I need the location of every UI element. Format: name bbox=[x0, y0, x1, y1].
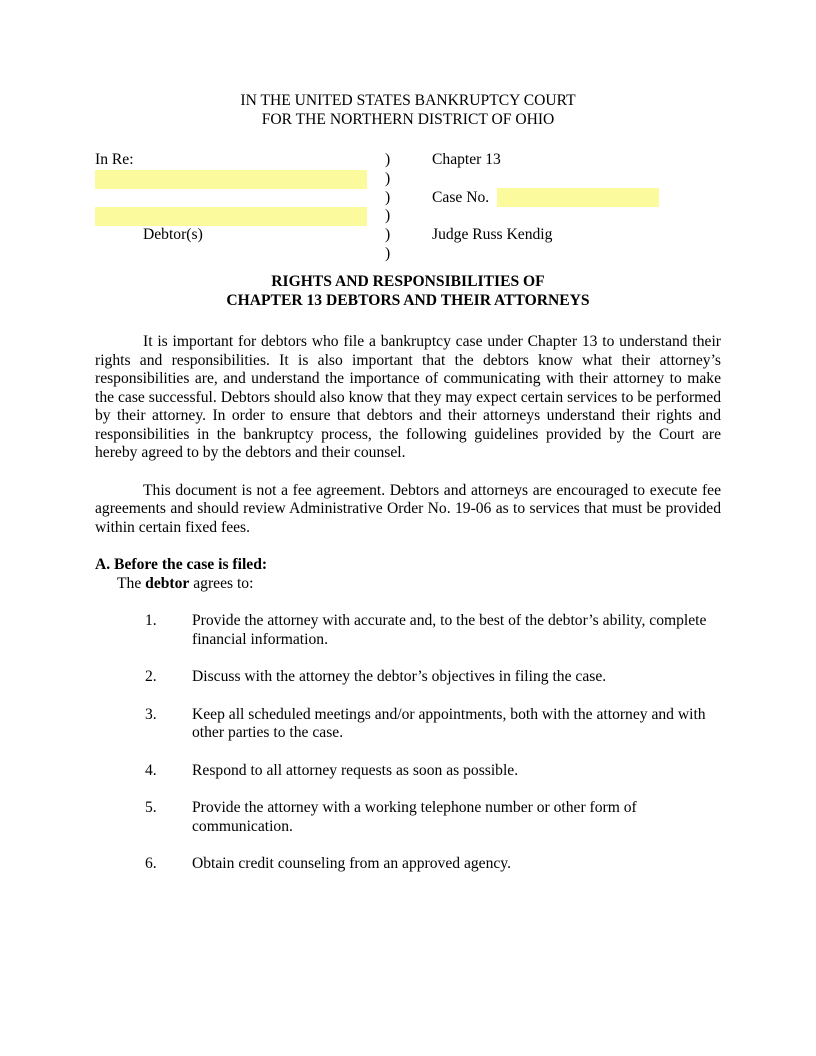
list-item-number: 5. bbox=[145, 799, 157, 817]
court-header bbox=[95, 91, 721, 129]
caption-paren: ) bbox=[385, 151, 391, 169]
caption-paren: ) bbox=[385, 207, 391, 225]
list-item bbox=[145, 668, 721, 687]
court-district-line: FOR THE NORTHERN DISTRICT OF OHIO bbox=[261, 111, 555, 128]
debtor-obligations-list bbox=[95, 612, 721, 874]
list-item-text: Keep all scheduled meetings and/or appointments, both with the attorney and with other parties to the case. bbox=[192, 705, 706, 742]
caption-paren: ) bbox=[385, 225, 391, 243]
chapter-label: Chapter 13 bbox=[432, 151, 501, 169]
list-item-number: 2. bbox=[145, 668, 157, 686]
document-title-line-1: RIGHTS AND RESPONSIBILITIES OF bbox=[271, 273, 545, 291]
debtors-label: Debtor(s) bbox=[143, 225, 203, 243]
in-re-label: In Re: bbox=[95, 151, 134, 169]
list-item bbox=[145, 855, 721, 874]
section-a-intro bbox=[95, 575, 721, 594]
list-item bbox=[145, 612, 721, 649]
list-item-text: Provide the attorney with a working telephone number or other form of communication. bbox=[192, 799, 637, 835]
intro-post-text: agrees to: bbox=[189, 574, 254, 592]
case-no-field[interactable] bbox=[497, 188, 659, 207]
case-no-label: Case No. bbox=[432, 188, 490, 206]
list-item-text: Respond to all attorney requests as soon as possible. bbox=[192, 761, 519, 779]
case-caption bbox=[95, 151, 721, 263]
caption-paren: ) bbox=[385, 188, 391, 206]
intro-bold-text: debtor bbox=[145, 574, 190, 592]
list-item bbox=[145, 762, 721, 781]
list-item bbox=[145, 706, 721, 743]
court-name-line: IN THE UNITED STATES BANKRUPTCY COURT bbox=[240, 92, 576, 109]
list-item bbox=[145, 799, 721, 836]
fee-agreement-paragraph: This document is not a fee agreement. Debtors and attorneys are encouraged to execute fee agreements and should review Administrative Order No. 19-06 as to services that must be provided within certain fixed fees. bbox=[95, 481, 721, 536]
list-item-text: Discuss with the attorney the debtor’s objectives in filing the case. bbox=[192, 668, 607, 686]
debtor-name-field-1[interactable] bbox=[95, 170, 367, 189]
document-title-line-2: CHAPTER 13 DEBTORS AND THEIR ATTORNEYS bbox=[226, 292, 590, 310]
intro-paragraph: It is important for debtors who file a bankruptcy case under Chapter 13 to understand their rights and responsibilities. It is also important that the debtors know what their attorney’s responsibilities are, and understand the importance of communicating with their attorney to make the case successful. Debtors should also know that they may expect certain services to be performed by their attorney. In order to ensure that debtors and their attorneys understand their rights and responsibilities in the bankruptcy process, the following guidelines provided by the Court are hereby agreed to by the debtors and their counsel. bbox=[95, 333, 721, 462]
document-title bbox=[95, 272, 721, 310]
intro-pre-text: The bbox=[117, 574, 146, 592]
debtor-name-field-2[interactable] bbox=[95, 207, 367, 226]
list-item-number: 4. bbox=[145, 761, 157, 779]
section-a-heading: A. Before the case is filed: bbox=[95, 556, 268, 574]
judge-label: Judge Russ Kendig bbox=[432, 225, 553, 243]
list-item-number: 6. bbox=[145, 855, 157, 873]
list-item-text: Provide the attorney with accurate and, to the best of the debtor’s ability, complete financial information. bbox=[192, 612, 707, 648]
caption-paren: ) bbox=[385, 169, 391, 187]
list-item-number: 1. bbox=[145, 612, 157, 630]
caption-paren: ) bbox=[385, 244, 391, 262]
list-item-number: 3. bbox=[145, 705, 157, 723]
list-item-text: Obtain credit counseling from an approved agency. bbox=[192, 855, 511, 873]
